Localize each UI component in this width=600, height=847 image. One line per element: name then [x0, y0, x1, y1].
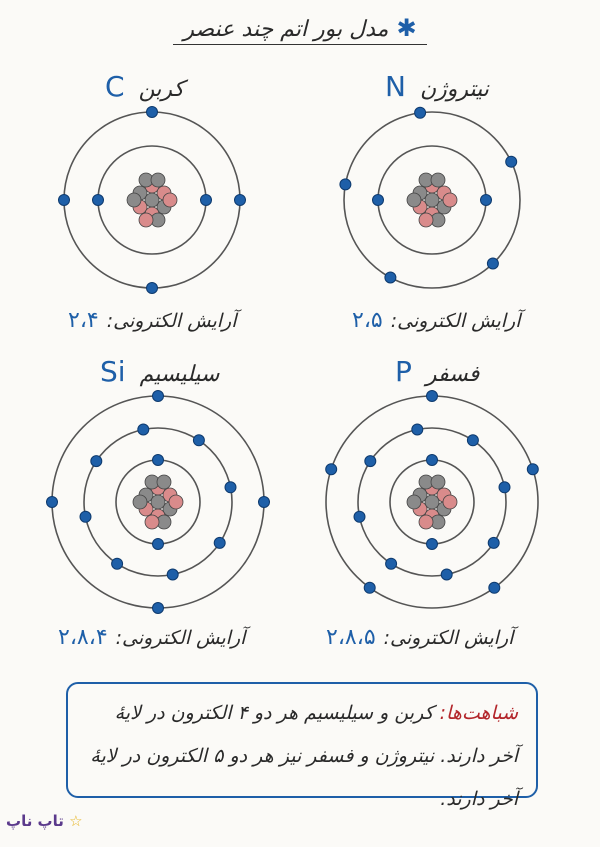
neutron [431, 475, 445, 489]
config-label: آرایش الکترونی: [115, 627, 246, 649]
config-label: آرایش الکترونی: [383, 627, 514, 649]
title-text: مدل بور اتم چند عنصر [183, 17, 389, 42]
atom-name: سیلیسیم [139, 362, 220, 387]
similarities-text [86, 692, 518, 821]
proton [443, 495, 457, 509]
electron [386, 558, 397, 569]
config-label: آرایش الکترونی: [390, 310, 521, 332]
config-value: ۲،۸،۴ [58, 625, 108, 650]
electron [364, 582, 375, 593]
atom-name: کربن [138, 77, 185, 102]
electron [365, 456, 376, 467]
electron [412, 424, 423, 435]
config-value: ۲،۴ [68, 308, 99, 333]
electron [354, 511, 365, 522]
electron [427, 455, 438, 466]
config-phosphorus [326, 625, 513, 650]
atom-symbol: P [395, 355, 412, 388]
electron [441, 569, 452, 580]
config-value: ۲،۵ [352, 308, 383, 333]
electron [427, 539, 438, 550]
atom-symbol: N [385, 70, 406, 103]
electron [488, 537, 499, 548]
electron [467, 435, 478, 446]
config-label: آرایش الکترونی: [106, 310, 237, 332]
atom-symbol: C [105, 70, 125, 103]
asterisk-icon: ✱ [396, 14, 417, 42]
electron [427, 391, 438, 402]
electron [527, 464, 538, 475]
proton [419, 515, 433, 529]
brand-logo [6, 812, 83, 830]
atom-symbol: Si [100, 355, 126, 388]
atom-name: فسفر [425, 362, 480, 387]
neutron [407, 495, 421, 509]
electron [489, 582, 500, 593]
neutron [425, 495, 439, 509]
similarities-label: شباهت‌ها: [439, 702, 518, 724]
atom-name: نیتروژن [419, 77, 489, 102]
config-value: ۲،۸،۵ [326, 625, 376, 650]
similarities-body: کربن و سیلیسیم هر دو ۴ الکترون در لایهٔ آخر دارند. نیتروژن و فسفر نیز هر دو ۵ الکترون در لایهٔ آخر دارند. [90, 702, 518, 810]
electron [499, 482, 510, 493]
star-icon: ☆ [69, 812, 83, 830]
logo-text: تاپ ناپ [6, 812, 64, 830]
electron [326, 464, 337, 475]
